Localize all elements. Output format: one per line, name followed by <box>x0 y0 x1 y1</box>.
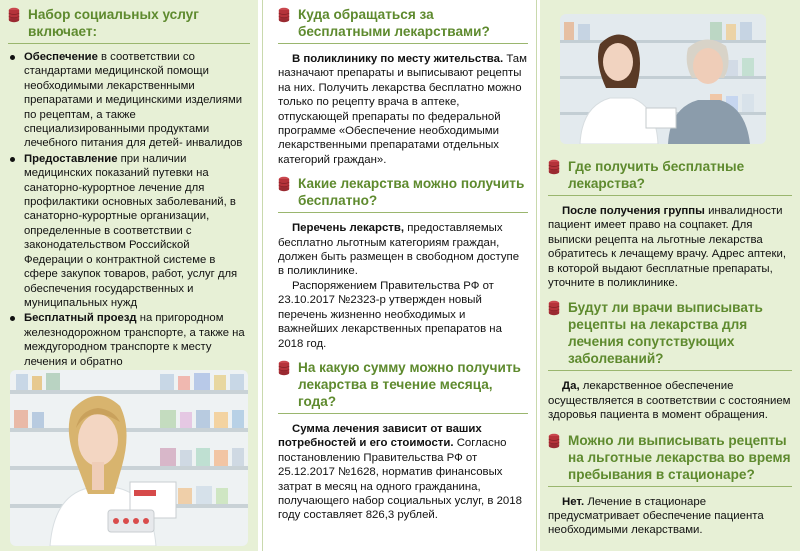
heading-rule <box>548 195 792 196</box>
column-divider <box>262 0 263 551</box>
which-medicines-text: Перечень лекарств, предоставляемых бесплатно льготным категориям граждан, должен быть размещен в свободном доступе в поликлинике. <box>278 222 520 278</box>
coin-stack-icon <box>548 433 560 449</box>
heading-where-to-apply: Куда обращаться за бесплатными лекарствами? <box>278 6 528 40</box>
coin-stack-icon <box>8 7 20 23</box>
coin-stack-icon <box>548 159 560 175</box>
heading-rule <box>8 43 250 44</box>
column-questions <box>540 0 800 551</box>
services-list <box>8 50 250 369</box>
pharmacist-photo <box>10 370 248 546</box>
pharmacist-customer-photo <box>560 14 766 144</box>
heading-rule <box>278 413 528 414</box>
monthly-sum-text: Сумма лечения зависит от ваших потребностей и его стоимости. Согласно постановлению Правительства РФ от 25.12.2017 №1628, норматив финансовых затрат в месяц на одного гражданина, получающего набор социальных услуг, в 2018 году составляет 826,3 рублей. <box>278 422 522 522</box>
column-social-services <box>0 0 258 551</box>
heading-monthly-sum: На какую сумму можно получить лекарства в течение месяца, года? <box>278 359 528 410</box>
heading-hospital-stay: Можно ли выписывать рецепты на льготные лекарства во время пребывания в стационаре? <box>548 432 792 483</box>
hospital-stay-text: Нет. Лечение в стационаре предусматривает обеспечение пациента необходимыми лекарствами. <box>548 495 764 537</box>
coin-stack-icon <box>278 360 290 376</box>
where-to-get-text: После получения группы инвалидности пациент имеет право на соцпакет. Для выписки рецепта на льготные лекарства обратитесь к лечащему врачу. Адрес аптеки, в которой выдают бесплатные препараты, уточните в поликлинике. <box>548 205 786 290</box>
coin-stack-icon <box>278 7 290 23</box>
heading-where-to-get: Где получить бесплатные лекарства? <box>548 158 792 192</box>
heading-rule <box>548 370 792 371</box>
coin-stack-icon <box>278 176 290 192</box>
where-to-apply-text: В поликлинику по месту жительства. Там назначают препараты и выписывают рецепты на них. Получить лекарства бесплатно можно только по рецепту врача в аптеке, отпускающей препараты по федеральной программе «Обеспечение необходимыми лекарственными препаратами отдельных категорий граждан». <box>278 53 527 166</box>
column-free-medicines <box>268 0 532 551</box>
heading-concomitant-diseases: Будут ли врачи выписывать рецепты на лекарства для лечения сопутствующих заболеваний? <box>548 299 792 367</box>
heading-rule <box>278 43 528 44</box>
list-item: Бесплатный проезд на пригородном железнодорожном транспорте, а также на междугородном транспорте к месту лечения и обратно <box>8 311 250 369</box>
column-divider <box>536 0 537 551</box>
heading-social-services: Набор социальных услуг включает: <box>8 6 250 40</box>
heading-which-medicines: Какие лекарства можно получить бесплатно? <box>278 175 528 209</box>
bullet-dot <box>10 157 15 162</box>
bullet-dot <box>10 316 15 321</box>
list-item: Обеспечение в соответствии со стандартами медицинской помощи необходимыми лекарственными препаратами и медицинскими изделиями по рецептам, а также специализированными продуктами лечебного питания для детей- инвалидов <box>8 50 250 151</box>
heading-rule <box>548 486 792 487</box>
concomitant-diseases-text: Да, лекарственное обеспечение осуществляется в соответствии с состоянием здоровья пациента в момент обращения. <box>548 380 791 422</box>
heading-rule <box>278 212 528 213</box>
list-item: Предоставление при наличии медицинских показаний путевки на санаторно-курортное лечение для профилактики основных заболеваний, в санаторно-курортные организации, определенные в соответствии с законодательством Российской Федерации о контрактной системе в сфере закупок товаров, работ, услуг для обеспечения государственных и муниципальных нужд <box>8 152 250 310</box>
bullet-dot <box>10 55 15 60</box>
coin-stack-icon <box>548 300 560 316</box>
which-medicines-decree: Распоряжением Правительства РФ от 23.10.2017 №2323-р утвержден новый перечень жизненно необходимых и важнейших лекарственных препаратов на 2018 год. <box>278 279 502 350</box>
